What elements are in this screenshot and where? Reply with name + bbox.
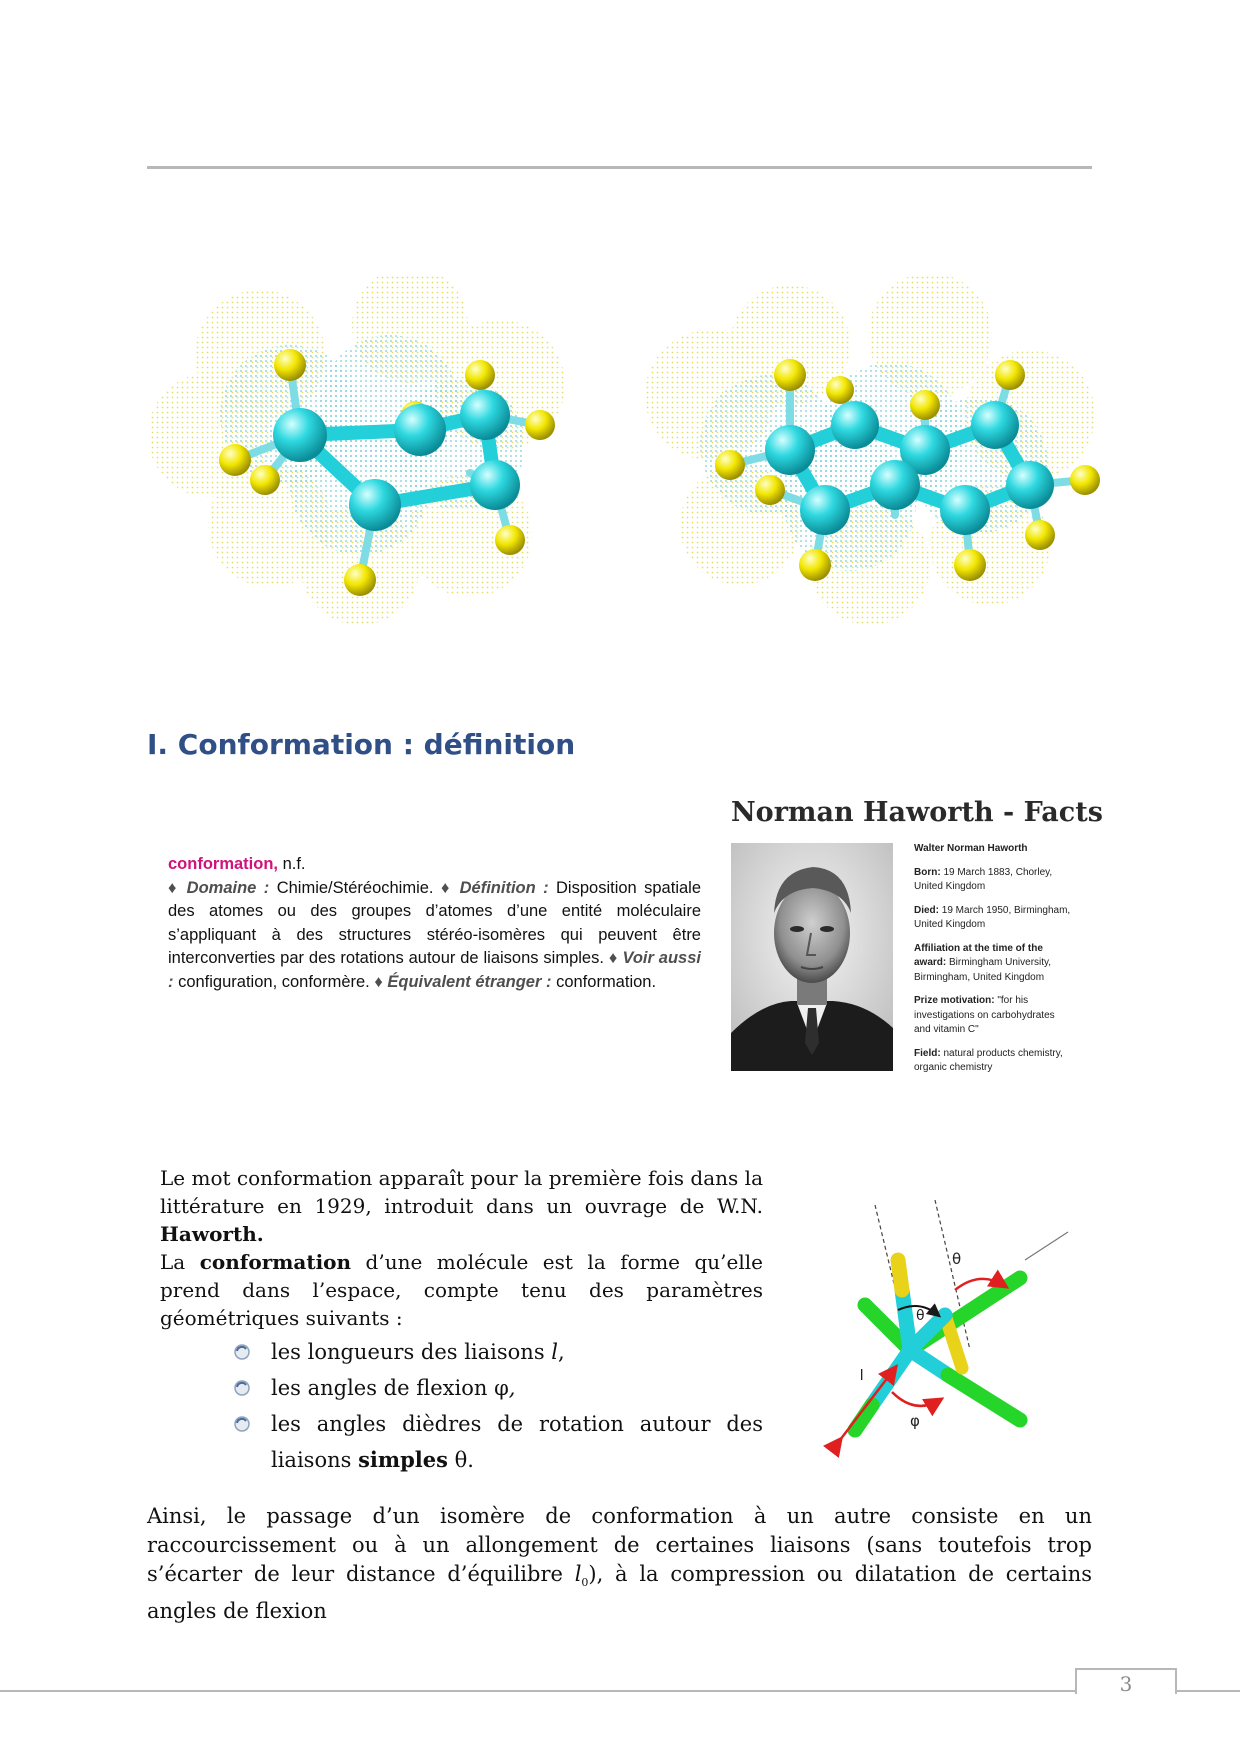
closing-paragraph — [147, 1502, 1092, 1626]
haworth-name: Walter Norman Haworth — [914, 843, 1028, 854]
footer-rule — [0, 1690, 1240, 1692]
bullet-angle-text: les angles de flexion φ — [271, 1376, 509, 1400]
closing-text-b: ), à la compression ou dilatation de certains angles de flexion — [147, 1562, 1092, 1624]
definition-text: Disposition spatiale des atomes ou des groupes d’atomes d’une entité moléculaire s’appliquant à des structures stéréo-isomères qui peuvent être interconverties par des rotations autour de liaisons simples. — [168, 878, 702, 967]
section-title: I. Conformation : définition — [147, 728, 576, 761]
haworth-facts — [914, 842, 1074, 1085]
domain-label: ♦ Domaine : — [168, 878, 270, 897]
bullet-icon — [233, 1343, 251, 1361]
definition-label: ♦ Définition : — [440, 878, 549, 897]
haworth-title: Norman Haworth - Facts — [731, 797, 1103, 828]
header-rule — [147, 166, 1092, 169]
see-also-text: configuration, conformère. — [173, 972, 375, 991]
bullet-bond-text: liaisons — [271, 1448, 359, 1472]
intro-haworth: Haworth. — [160, 1222, 264, 1246]
bullet-icon — [233, 1415, 251, 1433]
bullet-length-comma: , — [558, 1340, 565, 1364]
cyclohexane-chair-image — [645, 275, 1100, 625]
cyclohexane-boat-image — [150, 275, 565, 625]
haworth-portrait — [731, 843, 893, 1071]
conformation-text-b: d’une molécule est la forme qu’elle prend dans l’espace, compte tenu des paramètres géométriques suivants : — [160, 1250, 763, 1330]
field-label: Field: — [914, 1047, 941, 1059]
foreign-text: conformation. — [551, 972, 657, 991]
field-value: natural products chemistry, organic chemistry — [914, 1047, 1063, 1073]
prize-label: Prize motivation: — [914, 995, 995, 1006]
prize-value: "for his investigations on carbohydrates and vitamin C" — [914, 995, 1055, 1035]
bullet-simple-keyword: simples — [358, 1447, 448, 1472]
closing-subscript: 0 — [581, 1576, 589, 1590]
bond-length-label: l — [860, 1367, 864, 1384]
definition-term: conformation, — [168, 855, 278, 873]
list-item — [233, 1370, 763, 1406]
list-item — [233, 1334, 763, 1370]
died-value: 19 March 1950, Birmingham, United Kingdom — [914, 904, 1071, 930]
bullet-dihedral-text: les angles dièdres de rotation autour des — [271, 1412, 763, 1436]
foreign-label: ♦ Équivalent étranger : — [374, 972, 552, 991]
see-also-label: ♦ Voir aussi : — [168, 949, 701, 991]
intro-paragraph — [160, 1164, 763, 1332]
definition-pos: n.f. — [278, 855, 306, 873]
bullet-length-text: les longueurs des liaisons — [271, 1340, 552, 1364]
closing-l-symbol: l — [574, 1562, 582, 1586]
born-label: Born: — [914, 866, 941, 878]
affiliation-value: Birmingham University, Birmingham, United Kingdom — [914, 957, 1052, 983]
affiliation-label: Affiliation at the time of the award: — [914, 942, 1043, 968]
molecule-images — [150, 275, 1140, 655]
page-number: 3 — [1119, 1672, 1133, 1696]
domain-value: Chimie/Stéréochimie. — [269, 878, 441, 897]
bullet-theta-text: θ. — [447, 1448, 474, 1472]
dihedral-angle-label-inner: θ — [916, 1308, 925, 1324]
bullet-length-symbol: l — [551, 1340, 558, 1364]
bullet-icon — [233, 1379, 251, 1397]
list-item-continuation — [233, 1442, 763, 1478]
intro-text: Le mot conformation apparaît pour la première fois dans la littérature en 1929, introduit dans un ouvrage de W.N. — [160, 1166, 763, 1218]
dihedral-angle-label: θ — [952, 1250, 962, 1268]
died-label: Died: — [914, 904, 939, 916]
born-value: 19 March 1883, Chorley, United Kingdom — [914, 866, 1053, 892]
conformation-keyword: conformation — [199, 1250, 352, 1274]
list-item — [233, 1406, 763, 1442]
parameter-list — [233, 1334, 763, 1478]
bond-parameters-diagram — [810, 1200, 1080, 1460]
flex-angle-label: φ — [910, 1412, 920, 1430]
definition-excerpt — [168, 853, 701, 994]
bullet-angle-comma: , — [508, 1376, 516, 1400]
conformation-text-a: La — [160, 1250, 200, 1274]
closing-text-a: Ainsi, le passage d’un isomère de conformation à un autre consiste en un raccourcissement ou à un allongement de certaines liaisons (sans toutefois trop s’écarter de leur distance d’équilibre — [147, 1504, 1092, 1586]
